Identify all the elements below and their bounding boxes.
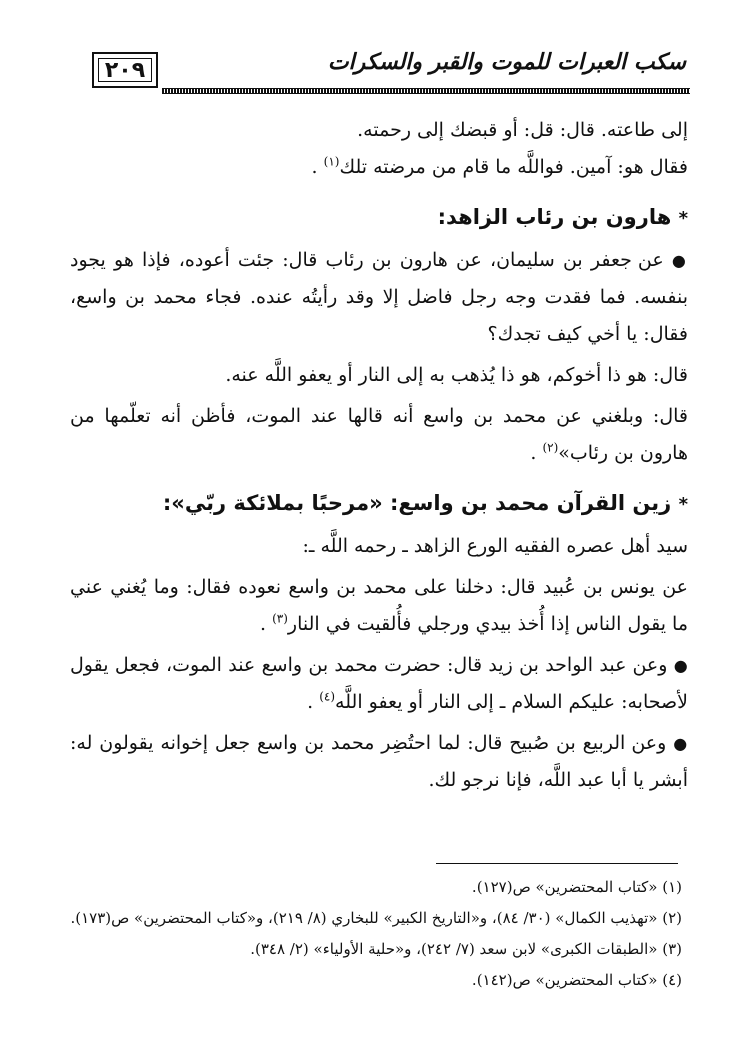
section-heading [70, 196, 688, 240]
text-span: . [260, 613, 273, 635]
footnote-ref: (١) [323, 154, 340, 169]
paragraph-text: عن يونس بن عُبيد قال: دخلنا على محمد بن واسع نعوده فقال: وما يُغني عني ما يقول الناس إذا أُخذ بيدي ورجلي فأُلقيت في النار [70, 576, 688, 635]
paragraph: سيد أهل عصره الفقيه الورع الزاهد ـ رحمه اللَّه ـ: [302, 535, 688, 557]
paragraph-text: عن جعفر بن سليمان، عن هارون بن رئاب قال: جئت أعوده، فإذا هو يجود بنفسه. فما فقدت وجه رجل فاضل إلا وقد رأيتُه عنده. فجاء محمد بن واسع، فقال: يا أخي كيف تجدك؟ [70, 249, 688, 345]
footnote: (٤) «كتاب المحتضرين» ص(١٤٢). [471, 971, 682, 989]
page-number-text: ٢٠٩ [104, 57, 146, 83]
footnote-ref: (٢) [542, 440, 559, 455]
heading-text: زين القرآن محمد بن واسع: «مرحبًا بملائكة ربّي»: [162, 491, 672, 515]
text-span: . [307, 691, 320, 713]
text-line: إلى طاعته. قال: قل: أو قبضك إلى رحمته. [357, 119, 688, 141]
paragraph [70, 725, 688, 799]
paragraph-text: وعن عبد الواحد بن زيد قال: حضرت محمد بن واسع عند الموت، فجعل يقول لأصحابه: عليكم السلام ـ إلى النار أو يعفو اللَّه [70, 654, 688, 713]
header-divider [162, 88, 690, 94]
page-header [92, 44, 690, 96]
footnotes [70, 872, 682, 996]
text-line [70, 149, 688, 186]
main-text [70, 112, 688, 799]
bullet-icon: ● [673, 734, 688, 753]
text-span: . [530, 442, 543, 464]
asterisk-icon: * [678, 208, 688, 229]
footnote: (٣) «الطبقات الكبرى» لابن سعد (٧/ ٢٤٢)، و«حلية الأولياء» (٢/ ٣٤٨). [250, 940, 682, 958]
asterisk-icon: * [678, 494, 688, 515]
bullet-icon: ● [671, 251, 688, 270]
footnote: (١) «كتاب المحتضرين» ص(١٢٧). [471, 878, 682, 896]
paragraph [70, 242, 688, 353]
text-span: . [311, 156, 324, 178]
footnote-ref: (٤) [319, 689, 336, 704]
text-span: فقال هو: آمين. فواللَّه ما قام من مرضته تلك [339, 156, 688, 178]
paragraph-text: وعن الربيع بن صُبيح قال: لما احتُضِر محمد بن واسع جعل إخوانه يقولون له: أبشر يا أبا عبد اللَّه، فإنا نرجو لك. [70, 732, 688, 791]
footnote-ref: (٣) [272, 611, 288, 626]
paragraph-text: قال: وبلغني عن محمد بن واسع أنه قالها عند الموت، فأظن أنه تعلّمها من هارون بن رئاب» [70, 405, 688, 464]
footnote: (٢) «تهذيب الكمال» (٣٠/ ٨٤)، و«التاريخ الكبير» للبخاري (٨/ ٢١٩)، و«كتاب المحتضرين» ص(١٧٣). [70, 909, 682, 927]
heading-text: هارون بن رئاب الزاهد: [437, 205, 672, 229]
paragraph [70, 569, 688, 643]
footnote-divider [436, 863, 678, 864]
paragraph: قال: هو ذا أخوكم، هو ذا يُذهب به إلى النار أو يعفو اللَّه عنه. [225, 364, 688, 386]
page-number [92, 52, 158, 88]
bullet-icon: ● [673, 656, 688, 675]
paragraph [70, 398, 688, 472]
section-heading [70, 482, 688, 526]
paragraph [70, 647, 688, 721]
running-title: سكب العبرات للموت والقبر والسكرات [327, 50, 686, 75]
